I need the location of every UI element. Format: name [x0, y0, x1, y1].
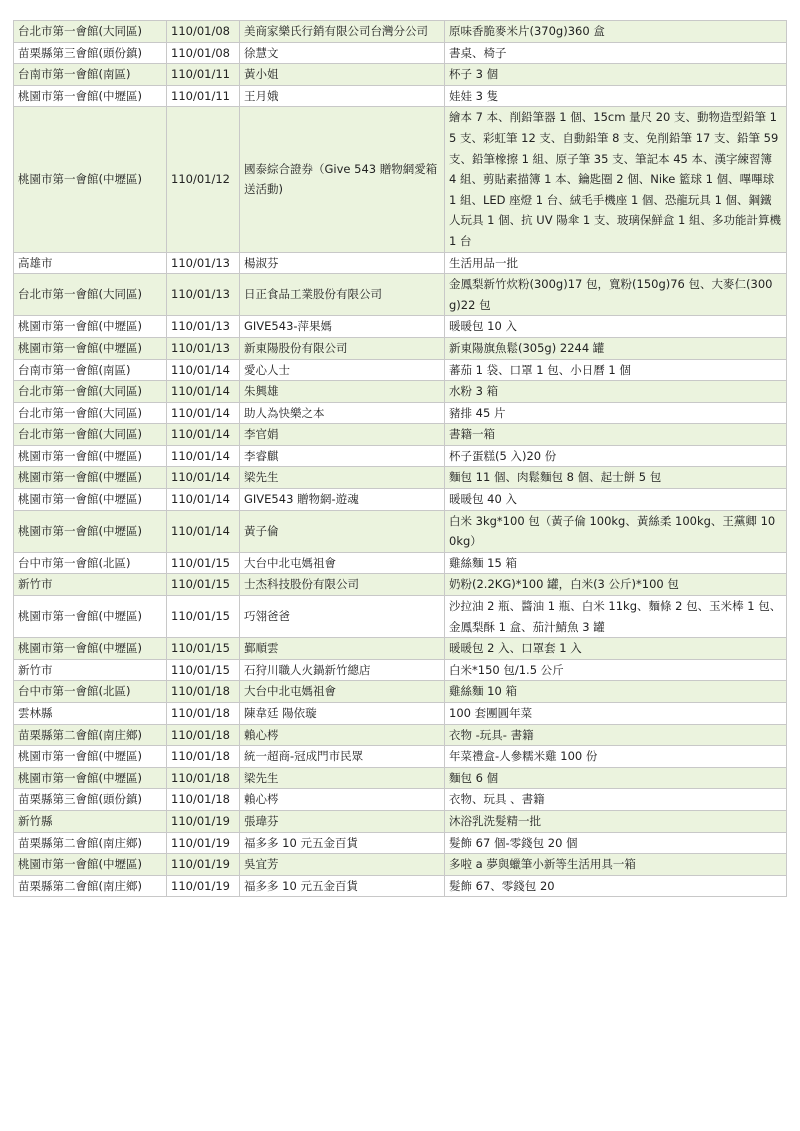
org-cell: 台北市第一會館(大同區)	[14, 274, 167, 316]
table-row	[14, 789, 787, 811]
items-cell: 髮飾 67、零錢包 20	[445, 875, 787, 897]
date-cell: 110/01/11	[167, 85, 240, 107]
donor-cell: GIVE543 贈物網-遊魂	[240, 489, 445, 511]
items-cell: 年菜禮盒-人參糯米雞 100 份	[445, 746, 787, 768]
date-cell: 110/01/08	[167, 42, 240, 64]
items-cell: 衣物 -玩具- 書籍	[445, 724, 787, 746]
table-row	[14, 574, 787, 596]
donor-cell: 福多多 10 元五金百貨	[240, 875, 445, 897]
items-cell: 雞絲麵 15 箱	[445, 552, 787, 574]
org-cell: 台南市第一會館(南區)	[14, 359, 167, 381]
date-cell: 110/01/19	[167, 854, 240, 876]
date-cell: 110/01/19	[167, 875, 240, 897]
date-cell: 110/01/15	[167, 596, 240, 638]
table-row	[14, 85, 787, 107]
donor-cell: 李睿麒	[240, 445, 445, 467]
items-cell: 白米*150 包/1.5 公斤	[445, 659, 787, 681]
donor-cell: 國泰綜合證券（Give 543 贈物網愛箱送活動)	[240, 107, 445, 252]
table-row	[14, 21, 787, 43]
org-cell: 台北市第一會館(大同區)	[14, 381, 167, 403]
donor-cell: 助人為快樂之本	[240, 402, 445, 424]
org-cell: 台北市第一會館(大同區)	[14, 424, 167, 446]
items-cell: 髮飾 67 個-零錢包 20 個	[445, 832, 787, 854]
date-cell: 110/01/13	[167, 316, 240, 338]
donor-cell: 朱興雄	[240, 381, 445, 403]
table-row	[14, 42, 787, 64]
items-cell: 金鳳梨新竹炊粉(300g)17 包，寬粉(150g)76 包、大麥仁(300g)22 包	[445, 274, 787, 316]
org-cell: 桃園市第一會館(中壢區)	[14, 489, 167, 511]
org-cell: 新竹縣	[14, 810, 167, 832]
table-row	[14, 359, 787, 381]
org-cell: 苗栗縣第二會館(南庄鄉)	[14, 875, 167, 897]
table-row	[14, 875, 787, 897]
table-row	[14, 381, 787, 403]
date-cell: 110/01/14	[167, 489, 240, 511]
donor-cell: 王月娥	[240, 85, 445, 107]
items-cell: 沐浴乳洗髮精一批	[445, 810, 787, 832]
items-cell: 書籍一箱	[445, 424, 787, 446]
org-cell: 桃園市第一會館(中壢區)	[14, 596, 167, 638]
items-cell: 多啦 a 夢與蠟筆小新等生活用具一箱	[445, 854, 787, 876]
table-row	[14, 638, 787, 660]
date-cell: 110/01/14	[167, 510, 240, 552]
items-cell: 娃娃 3 隻	[445, 85, 787, 107]
org-cell: 高雄市	[14, 252, 167, 274]
table-row	[14, 274, 787, 316]
date-cell: 110/01/13	[167, 274, 240, 316]
table-row	[14, 424, 787, 446]
org-cell: 桃園市第一會館(中壢區)	[14, 746, 167, 768]
items-cell: 暖暖包 2 入、口罩套 1 入	[445, 638, 787, 660]
table-row	[14, 854, 787, 876]
date-cell: 110/01/18	[167, 681, 240, 703]
org-cell: 桃園市第一會館(中壢區)	[14, 767, 167, 789]
table-row	[14, 64, 787, 86]
org-cell: 新竹市	[14, 574, 167, 596]
donor-cell: 士杰科技股份有限公司	[240, 574, 445, 596]
org-cell: 桃園市第一會館(中壢區)	[14, 854, 167, 876]
date-cell: 110/01/18	[167, 724, 240, 746]
donor-cell: 李官娟	[240, 424, 445, 446]
date-cell: 110/01/18	[167, 789, 240, 811]
donation-table-body	[14, 21, 787, 897]
items-cell: 白米 3kg*100 包（黃子倫 100kg、黃絲柔 100kg、王黨卿 100kg）	[445, 510, 787, 552]
date-cell: 110/01/14	[167, 381, 240, 403]
donor-cell: 福多多 10 元五金百貨	[240, 832, 445, 854]
donation-table	[13, 20, 787, 897]
donor-cell: 徐慧文	[240, 42, 445, 64]
table-row	[14, 659, 787, 681]
donor-cell: 梁先生	[240, 467, 445, 489]
donation-table-container	[13, 20, 786, 897]
items-cell: 衣物、玩具 、書籍	[445, 789, 787, 811]
items-cell: 暖暖包 10 入	[445, 316, 787, 338]
donor-cell: 統一超商-冠成門市民眾	[240, 746, 445, 768]
table-row	[14, 724, 787, 746]
org-cell: 桃園市第一會館(中壢區)	[14, 467, 167, 489]
date-cell: 110/01/19	[167, 810, 240, 832]
donor-cell: 鄞順雲	[240, 638, 445, 660]
org-cell: 桃園市第一會館(中壢區)	[14, 638, 167, 660]
date-cell: 110/01/14	[167, 424, 240, 446]
date-cell: 110/01/12	[167, 107, 240, 252]
table-row	[14, 489, 787, 511]
date-cell: 110/01/18	[167, 746, 240, 768]
donor-cell: 愛心人士	[240, 359, 445, 381]
donor-cell: 美商家樂氏行銷有限公司台灣分公司	[240, 21, 445, 43]
items-cell: 豬排 45 片	[445, 402, 787, 424]
org-cell: 苗栗縣第二會館(南庄鄉)	[14, 832, 167, 854]
org-cell: 台中市第一會館(北區)	[14, 552, 167, 574]
items-cell: 麵包 11 個、肉鬆麵包 8 個、起士餅 5 包	[445, 467, 787, 489]
date-cell: 110/01/14	[167, 402, 240, 424]
date-cell: 110/01/14	[167, 445, 240, 467]
date-cell: 110/01/08	[167, 21, 240, 43]
org-cell: 桃園市第一會館(中壢區)	[14, 510, 167, 552]
org-cell: 桃園市第一會館(中壢區)	[14, 316, 167, 338]
items-cell: 暖暖包 40 入	[445, 489, 787, 511]
table-row	[14, 681, 787, 703]
org-cell: 苗栗縣第三會館(頭份鎮)	[14, 42, 167, 64]
date-cell: 110/01/13	[167, 252, 240, 274]
items-cell: 100 套團圓年菜	[445, 703, 787, 725]
items-cell: 書桌、椅子	[445, 42, 787, 64]
table-row	[14, 552, 787, 574]
donor-cell: 張瑋芬	[240, 810, 445, 832]
date-cell: 110/01/18	[167, 703, 240, 725]
table-row	[14, 510, 787, 552]
org-cell: 雲林縣	[14, 703, 167, 725]
date-cell: 110/01/15	[167, 638, 240, 660]
donor-cell: 吳宜芳	[240, 854, 445, 876]
items-cell: 雞絲麵 10 箱	[445, 681, 787, 703]
donor-cell: 巧翎爸爸	[240, 596, 445, 638]
org-cell: 新竹市	[14, 659, 167, 681]
org-cell: 台北市第一會館(大同區)	[14, 21, 167, 43]
table-row	[14, 445, 787, 467]
date-cell: 110/01/14	[167, 467, 240, 489]
items-cell: 麵包 6 個	[445, 767, 787, 789]
table-row	[14, 316, 787, 338]
items-cell: 原味香脆麥米片(370g)360 盒	[445, 21, 787, 43]
donor-cell: 黃小姐	[240, 64, 445, 86]
donor-cell: 黃子倫	[240, 510, 445, 552]
items-cell: 沙拉油 2 瓶、醬油 1 瓶、白米 11kg、麵條 2 包、玉米棒 1 包、金鳳梨酥 1 盒、茄汁鯖魚 3 罐	[445, 596, 787, 638]
table-row	[14, 703, 787, 725]
table-row	[14, 746, 787, 768]
org-cell: 桃園市第一會館(中壢區)	[14, 107, 167, 252]
org-cell: 桃園市第一會館(中壢區)	[14, 337, 167, 359]
table-row	[14, 596, 787, 638]
donor-cell: 楊淑芬	[240, 252, 445, 274]
org-cell: 台北市第一會館(大同區)	[14, 402, 167, 424]
table-row	[14, 252, 787, 274]
table-row	[14, 467, 787, 489]
date-cell: 110/01/14	[167, 359, 240, 381]
table-row	[14, 107, 787, 252]
items-cell: 生活用品一批	[445, 252, 787, 274]
items-cell: 杯子蛋糕(5 入)20 份	[445, 445, 787, 467]
donor-cell: 新東陽股份有限公司	[240, 337, 445, 359]
donor-cell: 石狩川職人火鍋新竹總店	[240, 659, 445, 681]
items-cell: 杯子 3 個	[445, 64, 787, 86]
date-cell: 110/01/19	[167, 832, 240, 854]
date-cell: 110/01/15	[167, 659, 240, 681]
table-row	[14, 337, 787, 359]
donor-cell: 梁先生	[240, 767, 445, 789]
items-cell: 蕃茄 1 袋、口罩 1 包、小日曆 1 個	[445, 359, 787, 381]
org-cell: 桃園市第一會館(中壢區)	[14, 445, 167, 467]
donor-cell: 大台中北屯媽祖會	[240, 552, 445, 574]
donor-cell: 大台中北屯媽祖會	[240, 681, 445, 703]
org-cell: 台南市第一會館(南區)	[14, 64, 167, 86]
donor-cell: GIVE543-萍果媽	[240, 316, 445, 338]
table-row	[14, 402, 787, 424]
donor-cell: 日正食品工業股份有限公司	[240, 274, 445, 316]
date-cell: 110/01/18	[167, 767, 240, 789]
date-cell: 110/01/13	[167, 337, 240, 359]
donor-cell: 賴心梣	[240, 724, 445, 746]
org-cell: 苗栗縣第三會館(頭份鎮)	[14, 789, 167, 811]
donor-cell: 陳韋廷 陽依璇	[240, 703, 445, 725]
items-cell: 新東陽旗魚鬆(305g) 2244 罐	[445, 337, 787, 359]
items-cell: 水粉 3 箱	[445, 381, 787, 403]
items-cell: 繪本 7 本、削鉛筆器 1 個、15cm 量尺 20 支、動物造型鉛筆 15 支、彩虹筆 12 支、自動鉛筆 8 支、免削鉛筆 17 支、鉛筆 59 支、鉛筆橡擦 1 組、原子筆 35 支、筆記本 45 本、漢字練習簿 4 組、剪貼素描簿 1 本、鑰匙圈 2 個、Nike 籃球 1 個、嗶嗶球 1 組、LED 座燈 1 台、絨毛手機座 1 個、恐龍玩具 1 個、鋼鐵人玩具 1 個、抗 UV 陽傘 1 支、玻璃保鮮盒 1 組、多功能計算機 1 台	[445, 107, 787, 252]
org-cell: 桃園市第一會館(中壢區)	[14, 85, 167, 107]
date-cell: 110/01/15	[167, 552, 240, 574]
donor-cell: 賴心梣	[240, 789, 445, 811]
table-row	[14, 832, 787, 854]
table-row	[14, 767, 787, 789]
org-cell: 台中市第一會館(北區)	[14, 681, 167, 703]
date-cell: 110/01/11	[167, 64, 240, 86]
table-row	[14, 810, 787, 832]
org-cell: 苗栗縣第二會館(南庄鄉)	[14, 724, 167, 746]
items-cell: 奶粉(2.2KG)*100 罐，白米(3 公斤)*100 包	[445, 574, 787, 596]
date-cell: 110/01/15	[167, 574, 240, 596]
